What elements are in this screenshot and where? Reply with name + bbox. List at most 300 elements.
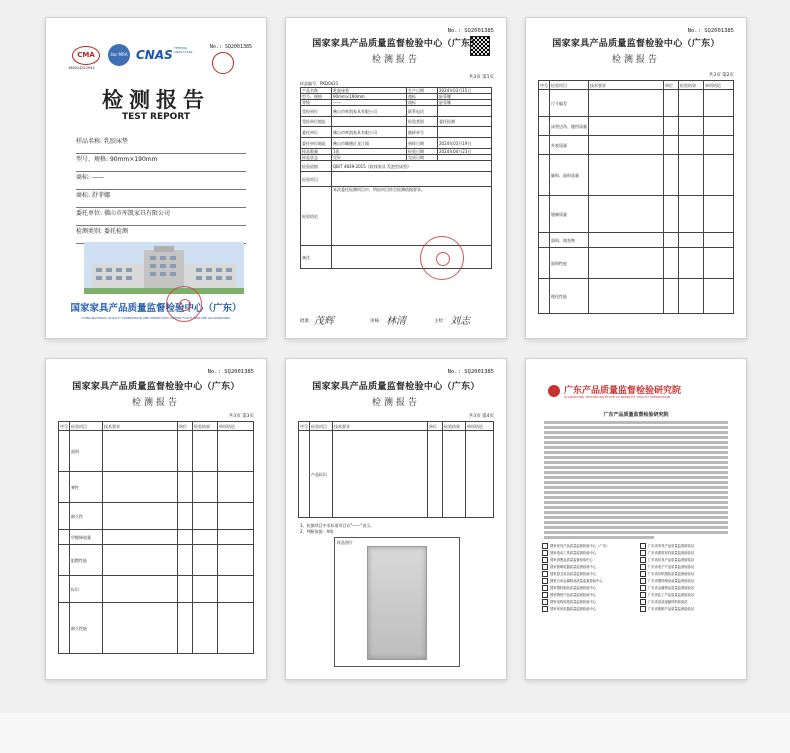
table-row (59, 530, 254, 545)
table-cell: —— (332, 100, 407, 106)
field-trademark (76, 172, 246, 190)
report-number: No.: SQ2001385 (447, 28, 494, 34)
table-cell (178, 576, 193, 603)
text-line (544, 471, 728, 474)
info-table (300, 87, 492, 269)
table-cell (59, 530, 70, 545)
table-cell (218, 545, 254, 576)
table-cell: 完好 (332, 155, 407, 161)
table-row (301, 187, 492, 246)
table-cell (704, 90, 734, 117)
column-header: 技术要求 (103, 422, 178, 431)
text-line (544, 446, 728, 449)
table-row (539, 279, 734, 314)
table-cell (704, 233, 734, 248)
text-line (544, 441, 728, 444)
checklist-item (542, 564, 638, 571)
checkbox-icon (640, 606, 646, 612)
text-line (544, 436, 728, 439)
table-cell (679, 248, 704, 279)
column-header: 技术要求 (333, 422, 428, 431)
checkbox-icon (640, 557, 646, 563)
page-label: 共3页 第2页 (708, 73, 734, 78)
text-line (544, 531, 728, 534)
table-header-row (299, 422, 494, 431)
center-title: 国家家具产品质量监督检验中心（广东） (552, 39, 720, 49)
table-cell: 90mm×190mm (332, 94, 407, 100)
table-cell (539, 233, 550, 248)
table-cell: 检验结论 (301, 187, 332, 246)
table-cell (218, 503, 254, 530)
table-row (539, 248, 734, 279)
approver-signature: 茂辉 (314, 316, 334, 327)
red-seal-stamp (420, 236, 464, 280)
checklist-label: 广东省电子产品质量监督检验站 (648, 565, 695, 569)
table-cell (103, 576, 178, 603)
table-cell (443, 431, 466, 518)
checklist-item (542, 599, 638, 606)
checklist-label: 广东省建筑材料质量监督检验站 (648, 551, 695, 555)
table-cell: 舒菲娜 (438, 94, 492, 100)
institute-logo-icon (548, 385, 560, 397)
table-cell: 样品数量 (301, 149, 332, 155)
review-label: 审核： (370, 319, 384, 324)
table-cell (103, 472, 178, 503)
table-cell (679, 155, 704, 196)
inspector-label: 主检： (434, 319, 448, 324)
table-cell (704, 196, 734, 233)
photo-caption: 样品照片 (337, 540, 353, 545)
checklist-label: 国家消费品质量监督检验中心 (550, 558, 593, 562)
table-cell (218, 603, 254, 654)
table-header-row (59, 422, 254, 431)
table-cell: 耐久性能 (70, 603, 103, 654)
checkbox-icon (542, 550, 548, 556)
field-value: —— (91, 174, 104, 181)
table-cell (193, 503, 218, 530)
table-cell (193, 603, 218, 654)
results-table (298, 421, 494, 518)
checklist-item (640, 578, 736, 585)
text-line (544, 431, 728, 434)
text-line (544, 491, 728, 494)
checkbox-icon (640, 599, 646, 605)
report-page-1-card[interactable] (285, 17, 507, 339)
checklist-label: 广东省玩具产品质量监督检验站 (648, 558, 695, 562)
table-cell (178, 603, 193, 654)
field-label: 样品名称: (76, 138, 103, 145)
column-header: 检验结果 (193, 422, 218, 431)
center-title: 国家家具产品质量监督检验中心（广东） (312, 39, 480, 49)
table-cell: 完成日期 (407, 155, 438, 161)
report-number: No.: SQ2001385 (207, 369, 254, 375)
text-line (544, 481, 728, 484)
table-header-row (539, 81, 734, 90)
cnas-text: CNAS (136, 48, 173, 62)
table-cell (589, 248, 664, 279)
column-header: 检验项目 (70, 422, 103, 431)
table-cell (193, 576, 218, 603)
report-title: 检测报告 (102, 87, 210, 112)
table-row (539, 90, 734, 117)
table-cell (103, 530, 178, 545)
table-row (59, 603, 254, 654)
checklist-item (640, 599, 736, 606)
checkbox-icon (640, 571, 646, 577)
table-cell (193, 472, 218, 503)
checklist-label: 广东省纺织服装质量监督检验站 (648, 572, 695, 576)
report-page-4 (294, 367, 498, 671)
table-cell (59, 545, 70, 576)
text-line (544, 516, 728, 519)
table-cell (589, 136, 664, 155)
report-subtitle: 检测报告 (371, 398, 420, 408)
table-row (299, 431, 494, 518)
checklist-label: 国家电动工具质量监督检验中心 (550, 551, 597, 555)
column-header: 技术要求 (589, 81, 664, 90)
checklist-label: 国家陶瓷产品质量监督检验中心 (550, 593, 597, 597)
table-cell (539, 196, 550, 233)
field-value: 佛山市库凯家具有限公司 (103, 210, 170, 217)
table-cell: 佛山市顺德区龙江镇 (332, 138, 407, 149)
checklist-label: 国家电线电缆质量监督检验中心 (550, 600, 597, 604)
report-page-3-card[interactable] (45, 358, 267, 680)
table-cell: 产品标识 (310, 431, 333, 518)
center-title: 国家家具产品质量监督检验中心（广东） (312, 382, 480, 392)
checklist-label: 国家家具产品质量监督检验中心（广东） (550, 544, 610, 548)
checklist-left (542, 543, 638, 613)
table-cell: 弹性 (70, 472, 103, 503)
table-cell (679, 196, 704, 233)
report-cover-page (54, 26, 258, 330)
checklist-item (640, 606, 736, 613)
cma-number: 160014312944 (68, 66, 95, 70)
table-cell: 甲醛释放量 (70, 530, 103, 545)
checklist-item (542, 606, 638, 613)
building-illustration (84, 242, 244, 294)
table-cell: 委托检测 (438, 117, 492, 127)
table-cell: 商标 (407, 94, 438, 100)
table-cell: 商标 (407, 100, 438, 106)
report-page-2 (534, 26, 738, 330)
checklist-item (640, 564, 736, 571)
table-cell: 样品状态 (301, 155, 332, 161)
page-label: 共3页 第4页 (468, 414, 494, 419)
checklist-label: 广东省照明产品质量监督检验站 (648, 607, 695, 611)
column-header: 单项结论 (704, 81, 734, 90)
report-page-1 (294, 26, 498, 330)
checklist-item (542, 578, 638, 585)
checkbox-icon (542, 585, 548, 591)
table-cell: 备注 (301, 246, 332, 269)
table-cell (193, 431, 218, 472)
table-cell (679, 279, 704, 314)
field-value: 乳胶床垫 (103, 138, 128, 145)
table-cell: 2024年03月19日 (438, 138, 492, 149)
checklist-label: 广东省食品接触材料检验站 (648, 600, 688, 604)
report-number: No.: SQ2001385 (447, 369, 494, 375)
field-value: 90mm×190mm (109, 156, 158, 163)
table-row (59, 576, 254, 603)
cnas-sub: TESTING CNAS L5164 (174, 46, 193, 54)
inspector-signature: 刘志 (450, 316, 470, 327)
signature-row (300, 312, 492, 328)
table-cell (59, 603, 70, 654)
column-header: 检验结果 (679, 81, 704, 90)
report-subtitle: 检测报告 (371, 55, 420, 65)
table-cell: 理化性能 (550, 279, 589, 314)
report-cover-card[interactable] (45, 17, 267, 339)
report-subtitle: 检测报告 (131, 398, 180, 408)
table-cell (539, 136, 550, 155)
table-cell (589, 233, 664, 248)
table-cell: 生产日期 (407, 88, 438, 94)
checklist-item (542, 550, 638, 557)
center-name-cn: 国家家具产品质量监督检验中心（广东） (70, 303, 242, 314)
table-cell: QB/T 4839-2015《软体家具 发泡型床垫》 (332, 161, 492, 172)
cma-text: CMA (77, 51, 95, 59)
table-cell (704, 155, 734, 196)
checklist-item (542, 592, 638, 599)
table-row (301, 106, 492, 117)
table-cell (589, 117, 664, 136)
field-label: 商标: (76, 174, 91, 181)
table-cell (178, 503, 193, 530)
table-cell: 检验依据 (301, 161, 332, 172)
table-cell (664, 117, 679, 136)
checklist-label: 国家家用电器质量监督检验中心 (550, 607, 597, 611)
institute-name: 广东产品质量监督检验研究院 (564, 386, 682, 396)
table-cell (332, 172, 492, 187)
table-cell: 佛山市库凯家具有限公司 (332, 127, 407, 138)
table-cell (299, 431, 310, 518)
report-number: No.: SQ2001385 (687, 28, 734, 34)
checklist-label: 广东省化工产品质量监督检验站 (648, 593, 695, 597)
table-cell (59, 431, 70, 472)
intro-paragraph (544, 419, 728, 541)
table-cell: 委托单位 (301, 127, 332, 138)
approve-label: 批准： (300, 319, 314, 324)
table-row (301, 127, 492, 138)
text-line (544, 476, 728, 479)
field-label: 型号、规格: (76, 156, 109, 163)
column-header: 单项结论 (466, 422, 494, 431)
column-header: 检验项目 (550, 81, 589, 90)
table-cell: 受检单位 (301, 106, 332, 117)
bottom-band (0, 713, 790, 753)
table-cell: 1张 (332, 149, 407, 155)
table-cell (589, 90, 664, 117)
report-page-2-card[interactable] (525, 17, 747, 339)
table-cell (178, 545, 193, 576)
ilac-logo (108, 44, 130, 66)
table-cell (332, 117, 407, 127)
table-cell (539, 90, 550, 117)
table-cell (438, 106, 492, 117)
table-cell (664, 196, 679, 233)
table-cell (589, 155, 664, 196)
table-row (301, 161, 492, 172)
table-cell: 面料、填充物 (550, 233, 589, 248)
ccc-logo (212, 52, 234, 74)
table-cell: 等级 (301, 100, 332, 106)
field-client (76, 208, 246, 226)
table-cell (539, 279, 550, 314)
report-page-4-card[interactable] (285, 358, 507, 680)
field-value: 舒菲娜 (91, 192, 110, 199)
table-cell (103, 603, 178, 654)
field-model (76, 154, 246, 172)
table-cell: 床垫边角、缝纫质量 (550, 117, 589, 136)
checkbox-icon (542, 592, 548, 598)
checkbox-icon (542, 557, 548, 563)
institute-certificate-page (534, 367, 738, 671)
table-cell (218, 530, 254, 545)
note-2: 2、判断依据：A级 (300, 529, 334, 534)
column-header: 检验结果 (443, 422, 466, 431)
ilac-text: ilac-MRA (110, 52, 128, 57)
checkbox-icon (640, 592, 646, 598)
sample-number: 样品编号：PKD0421 (300, 81, 339, 86)
table-row (59, 545, 254, 576)
center-name-en: CHINA NATIONAL QUALITY SUPERVISION AND INSPECTION CENTER FOR FURNITURE (GUANGDONG) (81, 316, 231, 320)
text-line (544, 511, 728, 514)
checklist-label: 国家照明电器质量监督检验中心 (550, 565, 597, 569)
cma-logo (72, 46, 100, 65)
report-title-en: TEST REPORT (121, 112, 191, 122)
table-cell (664, 248, 679, 279)
results-table (538, 80, 734, 314)
table-cell (218, 576, 254, 603)
checklist-item (542, 543, 638, 550)
text-line (544, 466, 728, 469)
table-row (59, 431, 254, 472)
page-label: 共3页 第3页 (228, 414, 254, 419)
column-header: 单位 (428, 422, 443, 431)
table-cell (539, 117, 550, 136)
checkbox-icon (542, 606, 548, 612)
checklist-item (640, 557, 736, 564)
results-table (58, 421, 254, 654)
institute-certificate-card[interactable] (525, 358, 747, 680)
report-number: No.: SQ2001385 (209, 44, 252, 50)
table-cell: 舒菲娜 (438, 100, 492, 106)
table-row (301, 138, 492, 149)
table-row (301, 117, 492, 127)
table-cell (428, 431, 443, 518)
photo-frame (334, 537, 460, 667)
table-row (539, 233, 734, 248)
checkbox-icon (542, 599, 548, 605)
table-cell: 联系电话 (407, 106, 438, 117)
table-cell (664, 90, 679, 117)
checklist-right (640, 543, 736, 613)
field-label: 检测类别: (76, 228, 103, 235)
checklist-label: 广东省塑料制品质量监督检验站 (648, 579, 695, 583)
column-header: 检验项目 (310, 422, 333, 431)
table-cell: 抽样单号 (407, 127, 438, 138)
text-line (544, 501, 728, 504)
text-line (544, 426, 728, 429)
checklist-label: 广东省金属制品质量监督检验站 (648, 586, 695, 590)
table-row (59, 472, 254, 503)
table-cell: 2024年04月23日 (438, 149, 492, 155)
table-cell (59, 576, 70, 603)
table-cell (704, 279, 734, 314)
table-cell (218, 472, 254, 503)
checklist-label: 国家厨卫用品质量监督检验中心 (550, 572, 597, 576)
mattress-photo (367, 546, 427, 660)
checklist-label: 国家日用金属制品质量监督检验中心 (550, 579, 603, 583)
column-header: 序号 (540, 82, 548, 88)
table-cell (679, 136, 704, 155)
table-cell: 佛山市库凯家具有限公司 (332, 106, 407, 117)
table-cell (704, 117, 734, 136)
text-line (544, 486, 728, 489)
text-line (544, 456, 728, 459)
table-cell (664, 279, 679, 314)
table-cell: 耐久性 (70, 503, 103, 530)
text-line (544, 421, 728, 424)
table-cell: 检验日期 (407, 149, 438, 155)
table-cell: 委托单位地址 (301, 138, 332, 149)
center-title: 国家家具产品质量监督检验中心（广东） (72, 382, 240, 392)
table-cell: 检验类别 (407, 117, 438, 127)
table-cell: 阻燃性能 (70, 545, 103, 576)
table-cell (178, 431, 193, 472)
intro-title: 广东产品质量监督检验研究院 (603, 412, 669, 418)
table-cell (539, 248, 550, 279)
checklist-item (542, 571, 638, 578)
checkbox-icon (640, 578, 646, 584)
table-cell (59, 503, 70, 530)
checklist-item (542, 557, 638, 564)
text-line (544, 526, 728, 529)
table-cell (103, 545, 178, 576)
checklist-label: 国家塑料制品质量监督检验中心 (550, 586, 597, 590)
reviewer-signature: 林清 (386, 316, 406, 327)
field-label: 委托单位: (76, 210, 103, 217)
field-label: 商标: (76, 192, 91, 199)
checklist-item (640, 550, 736, 557)
table-cell (679, 233, 704, 248)
table-row (301, 172, 492, 187)
table-row (59, 503, 254, 530)
field-brand (76, 190, 246, 208)
table-cell (679, 117, 704, 136)
column-header: 单项结论 (218, 422, 254, 431)
table-cell: 型号、规格 (301, 94, 332, 100)
table-cell (664, 136, 679, 155)
table-cell: 缝制质量 (550, 196, 589, 233)
table-row (539, 196, 734, 233)
checklist-item (640, 571, 736, 578)
table-cell: 受检单位地址 (301, 117, 332, 127)
field-value: 委托检测 (103, 228, 128, 235)
checkbox-icon (542, 571, 548, 577)
institute-name-en: GUANGDONG TESTING INSTITUTE OF PRODUCT QUALITY SUPERVISION (564, 395, 671, 399)
table-cell (539, 155, 550, 196)
text-line (544, 521, 728, 524)
report-page-3 (54, 367, 258, 671)
table-cell (466, 431, 494, 518)
table-cell: 外观质量 (550, 136, 589, 155)
table-cell: 到样日期 (407, 138, 438, 149)
checkbox-icon (542, 578, 548, 584)
table-cell (704, 136, 734, 155)
table-cell (193, 545, 218, 576)
table-cell (664, 233, 679, 248)
